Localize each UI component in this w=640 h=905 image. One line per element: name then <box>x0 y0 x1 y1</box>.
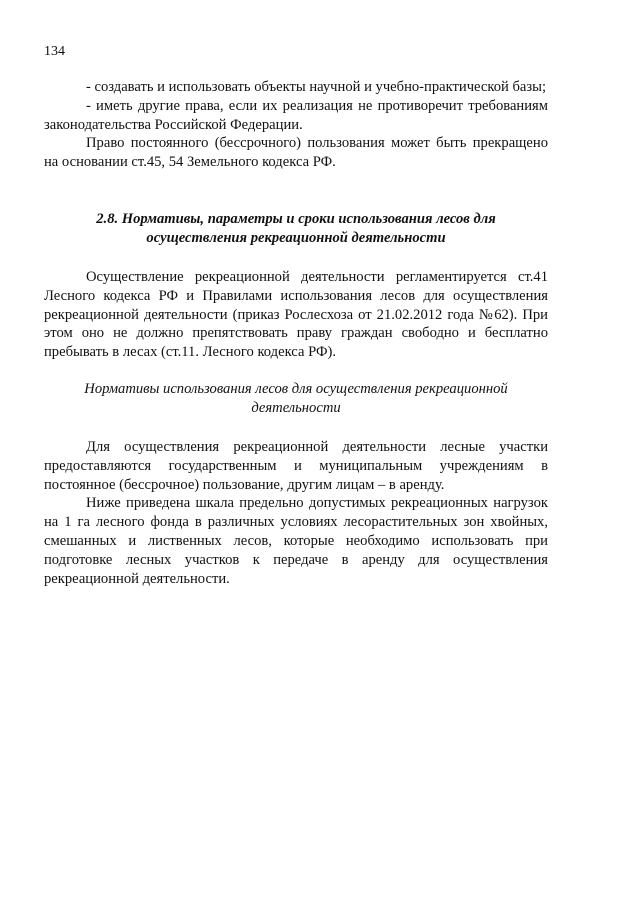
section-paragraph-1: Осуществление рекреационной деятельности регламентируется ст.41 Лесного кодекса РФ и Правилами использования лесов для осуществления рекреационной деятельности (приказ Рослесхоза от 21.02.2012 года №62). При этом оно не должно препятствовать праву граждан свободно и бесплатно пребывать в лесах (ст.11. Лесного кодекса РФ). <box>44 268 548 361</box>
subsection-heading-line-2: деятельности <box>251 399 341 416</box>
section-heading <box>44 210 548 248</box>
subsection-heading <box>44 380 548 418</box>
section-heading-line-1: 2.8. Нормативы, параметры и сроки использования лесов для <box>96 210 496 227</box>
intro-paragraph-2: - иметь другие права, если их реализация не противоречит требованиям законодательства Российской Федерации. <box>44 97 548 133</box>
document-body <box>44 78 548 588</box>
intro-paragraph-1: - создавать и использовать объекты научной и учебно-практической базы; <box>86 79 547 95</box>
subsection-paragraph-2: Ниже приведена шкала предельно допустимых рекреационных нагрузок на 1 га лесного фонда в различных условиях лесорастительных зон хвойных, смешанных и лиственных лесов, которые необходимо использовать при подготовке лесных участков к передаче в аренду для осуществления рекреационной деятельности. <box>44 495 548 587</box>
subsection-paragraph-1: Для осуществления рекреационной деятельности лесные участки предоставляются государственным и муниципальным учреждениям в постоянное (бессрочное) пользование, другим лицам – в аренду. <box>44 438 548 493</box>
page-number: 134 <box>44 44 65 59</box>
intro-paragraph-3: Право постоянного (бессрочного) пользования может быть прекращено на основании ст.45, 54 Земельного кодекса РФ. <box>44 135 548 171</box>
section-heading-line-2: осуществления рекреационной деятельности <box>146 229 446 246</box>
subsection-heading-line-1: Нормативы использования лесов для осуществления рекреационной <box>84 380 508 397</box>
